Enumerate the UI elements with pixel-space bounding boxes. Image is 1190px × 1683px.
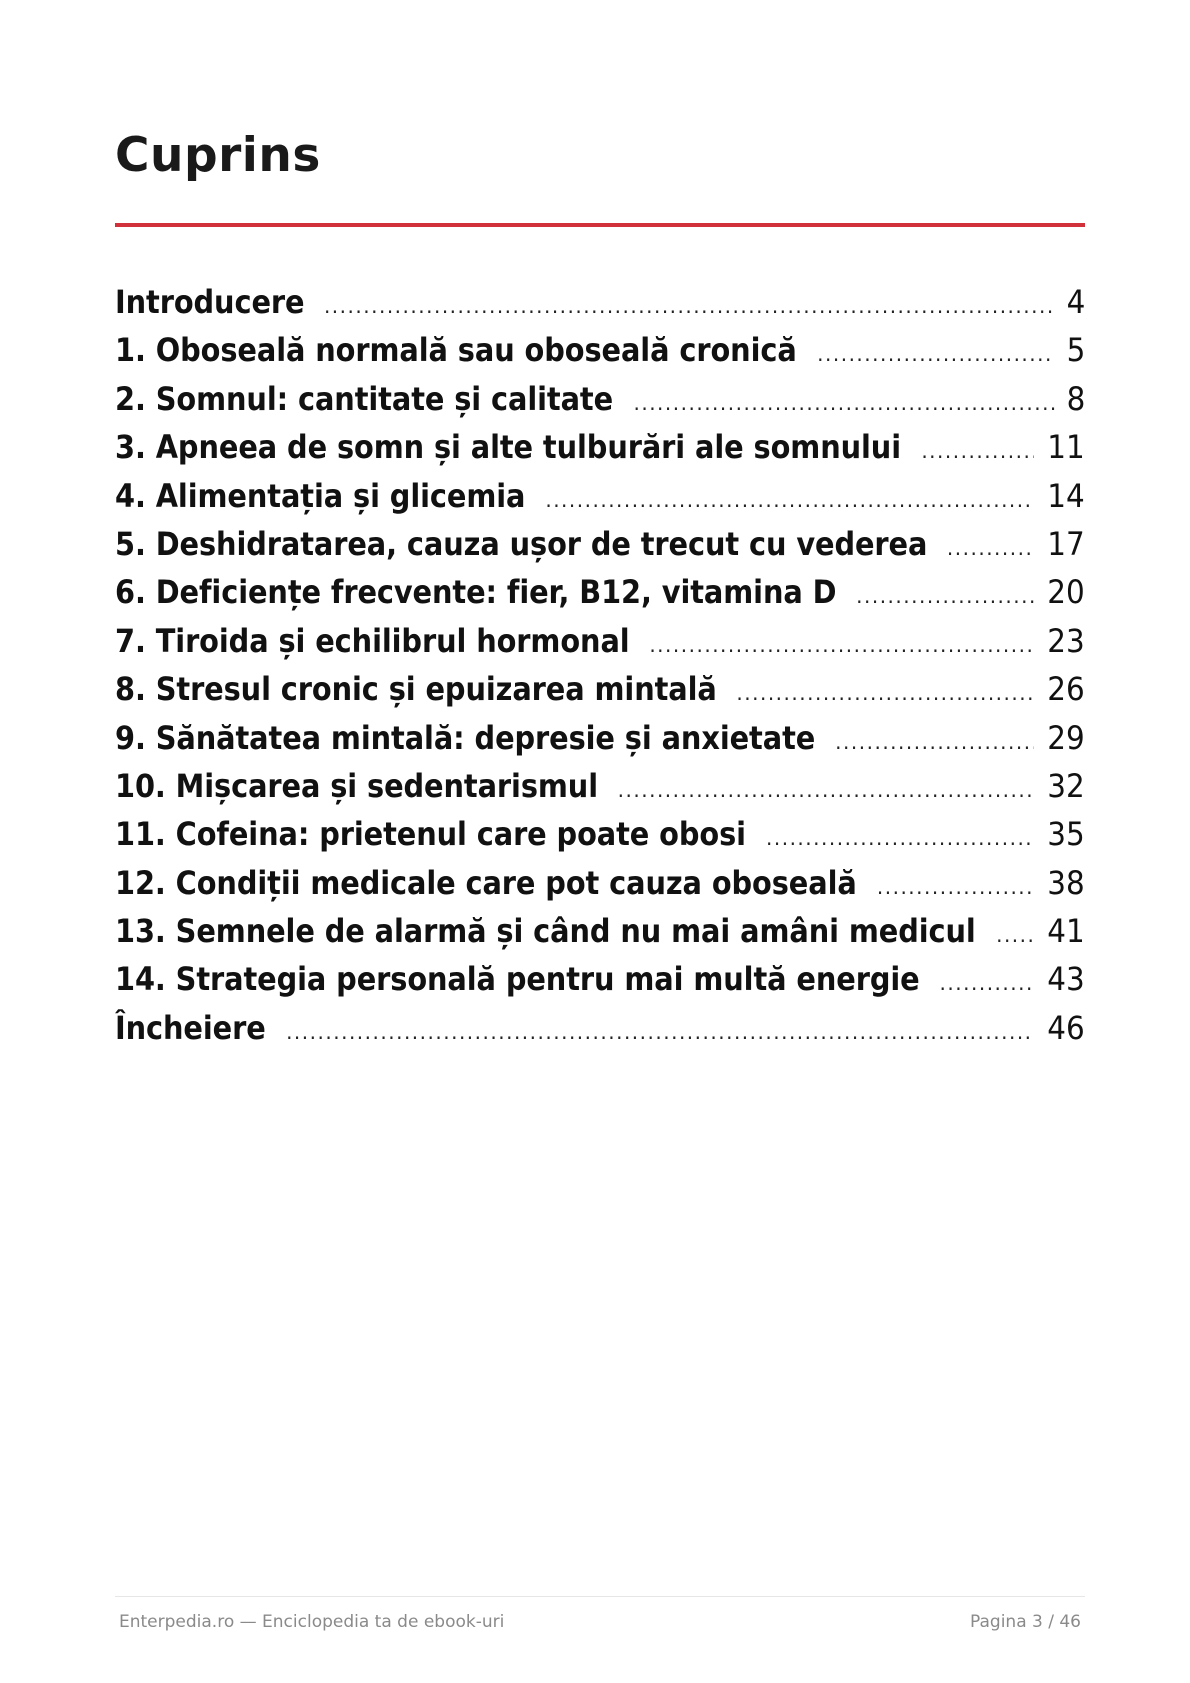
toc-entry[interactable] — [115, 423, 1085, 471]
toc-dot-leader — [877, 863, 1034, 907]
toc-page-number: 26 — [1047, 670, 1085, 709]
toc-dot-leader — [766, 814, 1034, 858]
toc-dot-leader — [940, 959, 1035, 1003]
toc-entry[interactable] — [115, 810, 1085, 858]
toc-entry-title: 1. Oboseală normală sau oboseală cronică — [115, 331, 797, 370]
toc-page-number: 38 — [1047, 863, 1085, 902]
toc-page-number: 41 — [1047, 912, 1085, 951]
toc-entry[interactable] — [115, 859, 1085, 907]
toc-entry[interactable] — [115, 472, 1085, 520]
toc-entry-title: 7. Tiroida și echilibrul hormonal — [115, 621, 630, 660]
toc-entry[interactable] — [115, 375, 1085, 423]
toc-page-number: 23 — [1047, 621, 1085, 660]
footer-divider — [115, 1596, 1085, 1597]
toc-entry-title: 3. Apneea de somn și alte tulburări ale somnului — [115, 428, 901, 467]
toc-dot-leader — [286, 1008, 1034, 1052]
toc-dot-leader — [856, 572, 1034, 616]
toc-entry-title: 2. Somnul: cantitate și calitate — [115, 379, 614, 418]
toc-entry[interactable] — [115, 714, 1085, 762]
footer-site-name: Enterpedia.ro — Enciclopedia ta de ebook-uri — [119, 1612, 505, 1632]
toc-page-number: 32 — [1047, 766, 1085, 805]
toc-entry[interactable] — [115, 278, 1085, 326]
toc-entry-title: 11. Cofeina: prietenul care poate obosi — [115, 815, 746, 854]
toc-page-number: 8 — [1066, 379, 1085, 418]
toc-entry-title: Încheiere — [115, 1008, 266, 1047]
toc-page-number: 20 — [1047, 573, 1085, 612]
toc-entry[interactable] — [115, 568, 1085, 616]
toc-entry[interactable] — [115, 617, 1085, 665]
toc-page-number: 35 — [1047, 815, 1085, 854]
toc-dot-leader — [996, 911, 1034, 955]
toc-entry[interactable] — [115, 907, 1085, 955]
toc-entry-title: 4. Alimentația și glicemia — [115, 476, 526, 515]
toc-entry-title: 6. Deficiențe frecvente: fier, B12, vitamina D — [115, 573, 837, 612]
toc-entry[interactable] — [115, 665, 1085, 713]
toc-entry-title: Introducere — [115, 283, 305, 321]
toc-dot-leader — [324, 282, 1055, 326]
toc-dot-leader — [736, 669, 1034, 713]
toc-dot-leader — [633, 379, 1054, 423]
toc-dot-leader — [817, 330, 1055, 374]
toc-entry[interactable] — [115, 762, 1085, 810]
toc-page-number: 5 — [1066, 331, 1085, 370]
toc-entry-title: 9. Sănătatea mintală: depresie și anxietate — [115, 718, 816, 757]
toc-dot-leader — [947, 524, 1034, 568]
toc-page-number: 14 — [1047, 476, 1085, 515]
toc-entry[interactable] — [115, 326, 1085, 374]
toc-dot-leader — [618, 766, 1035, 810]
toc-entry-title: 13. Semnele de alarmă și când nu mai amâni medicul — [115, 912, 976, 951]
toc-dot-leader — [835, 718, 1034, 762]
toc-entry[interactable] — [115, 520, 1085, 568]
toc-entry-title: 14. Strategia personală pentru mai multă energie — [115, 960, 920, 999]
table-of-contents — [115, 278, 1085, 1052]
toc-entry[interactable] — [115, 955, 1085, 1003]
toc-entry-title: 5. Deshidratarea, cauza ușor de trecut cu vederea — [115, 524, 928, 563]
page-title: Cuprins — [115, 128, 321, 183]
toc-dot-leader — [649, 621, 1034, 665]
toc-page-number: 29 — [1047, 718, 1085, 757]
toc-page-number: 43 — [1047, 960, 1085, 999]
toc-page-number: 11 — [1047, 428, 1085, 467]
toc-dot-leader — [545, 476, 1034, 520]
title-divider — [115, 223, 1085, 227]
toc-entry-title: 12. Condiții medicale care pot cauza oboseală — [115, 863, 857, 902]
toc-page-number: 46 — [1047, 1008, 1085, 1047]
toc-page-number: 17 — [1047, 524, 1085, 563]
footer-page-number: Pagina 3 / 46 — [970, 1612, 1081, 1632]
toc-entry[interactable] — [115, 1004, 1085, 1052]
toc-dot-leader — [921, 427, 1034, 471]
toc-page-number: 4 — [1066, 283, 1085, 321]
toc-entry-title: 10. Mișcarea și sedentarismul — [115, 766, 598, 805]
toc-entry-title: 8. Stresul cronic și epuizarea mintală — [115, 670, 717, 709]
